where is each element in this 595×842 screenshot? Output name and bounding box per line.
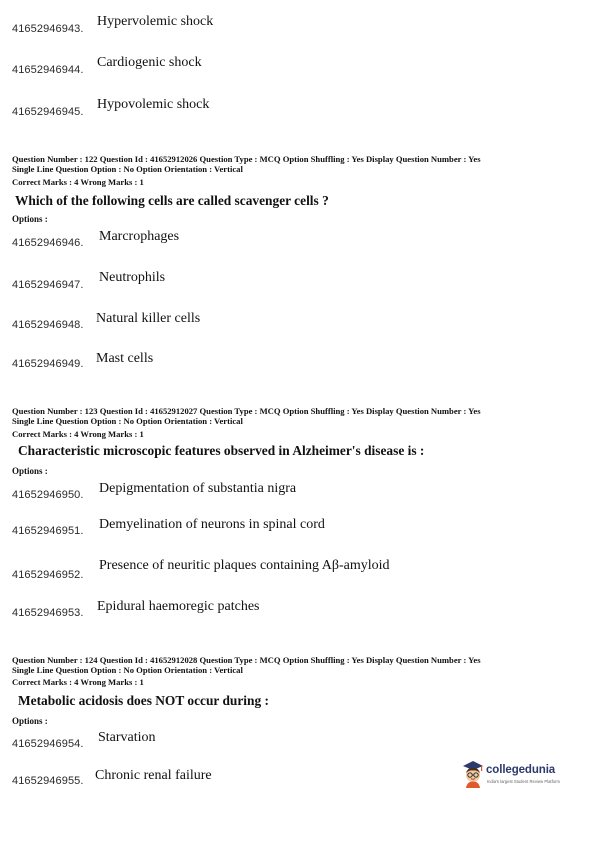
option-text: Starvation [98,730,156,745]
question-meta-line: Single Line Question Option : No Option Orientation : Vertical [12,665,243,675]
option-text: Cardiogenic shock [97,55,202,70]
question-meta-line: Single Line Question Option : No Option Orientation : Vertical [12,164,243,174]
option-id: 41652946943. [12,23,84,35]
question-text: Metabolic acidosis does NOT occur during : [18,693,269,708]
question-marks: Correct Marks : 4 Wrong Marks : 1 [12,677,144,687]
option-id: 41652946955. [12,775,84,787]
logo-brand-text: collegedunia [486,764,556,776]
option-id: 41652946953. [12,607,84,619]
option-id: 41652946947. [12,279,84,291]
options-label: Options : [12,466,48,476]
question-meta-line: Question Number : 124 Question Id : 41652912028 Question Type : MCQ Option Shuffling : Yes Display Question Number : Yes [12,655,481,665]
question-meta-line: Question Number : 123 Question Id : 41652912027 Question Type : MCQ Option Shuffling : Yes Display Question Number : Yes [12,406,481,416]
option-text: Depigmentation of substantia nigra [99,481,297,496]
question-text: Which of the following cells are called scavenger cells ? [15,193,329,208]
option-id: 41652946951. [12,525,84,537]
option-text: Hypovolemic shock [97,97,210,112]
question-meta-line: Question Number : 122 Question Id : 41652912026 Question Type : MCQ Option Shuffling : Yes Display Question Number : Yes [12,154,481,164]
option-text: Mast cells [96,351,154,366]
option-id: 41652946954. [12,738,84,750]
option-id: 41652946948. [12,319,84,331]
options-label: Options : [12,716,48,726]
option-text: Hypervolemic shock [97,14,214,29]
option-id: 41652946949. [12,358,84,370]
option-id: 41652946952. [12,569,84,581]
option-text: Neutrophils [99,270,166,285]
question-marks: Correct Marks : 4 Wrong Marks : 1 [12,177,144,187]
option-id: 41652946946. [12,237,84,249]
option-text: Demyelination of neurons in spinal cord [99,517,325,532]
question-meta [12,406,582,426]
option-text: Epidural haemoregic patches [97,599,260,614]
student-mascot-icon [461,760,485,788]
option-text: Presence of neuritic plaques containing Aβ-amyloid [99,558,390,573]
option-text: Marcrophages [99,229,180,244]
question-marks: Correct Marks : 4 Wrong Marks : 1 [12,429,144,439]
option-id: 41652946944. [12,64,84,76]
logo-tagline: India's largest Student Review Platform [487,779,560,784]
option-id: 41652946950. [12,489,84,501]
question-text: Characteristic microscopic features observed in Alzheimer's disease is : [18,443,425,458]
options-label: Options : [12,214,48,224]
option-text: Chronic renal failure [95,768,212,783]
collegedunia-logo [461,760,571,788]
question-meta-line: Single Line Question Option : No Option Orientation : Vertical [12,416,243,426]
question-meta [12,154,582,174]
question-meta [12,655,582,675]
option-text: Natural killer cells [96,311,201,326]
option-id: 41652946945. [12,106,84,118]
